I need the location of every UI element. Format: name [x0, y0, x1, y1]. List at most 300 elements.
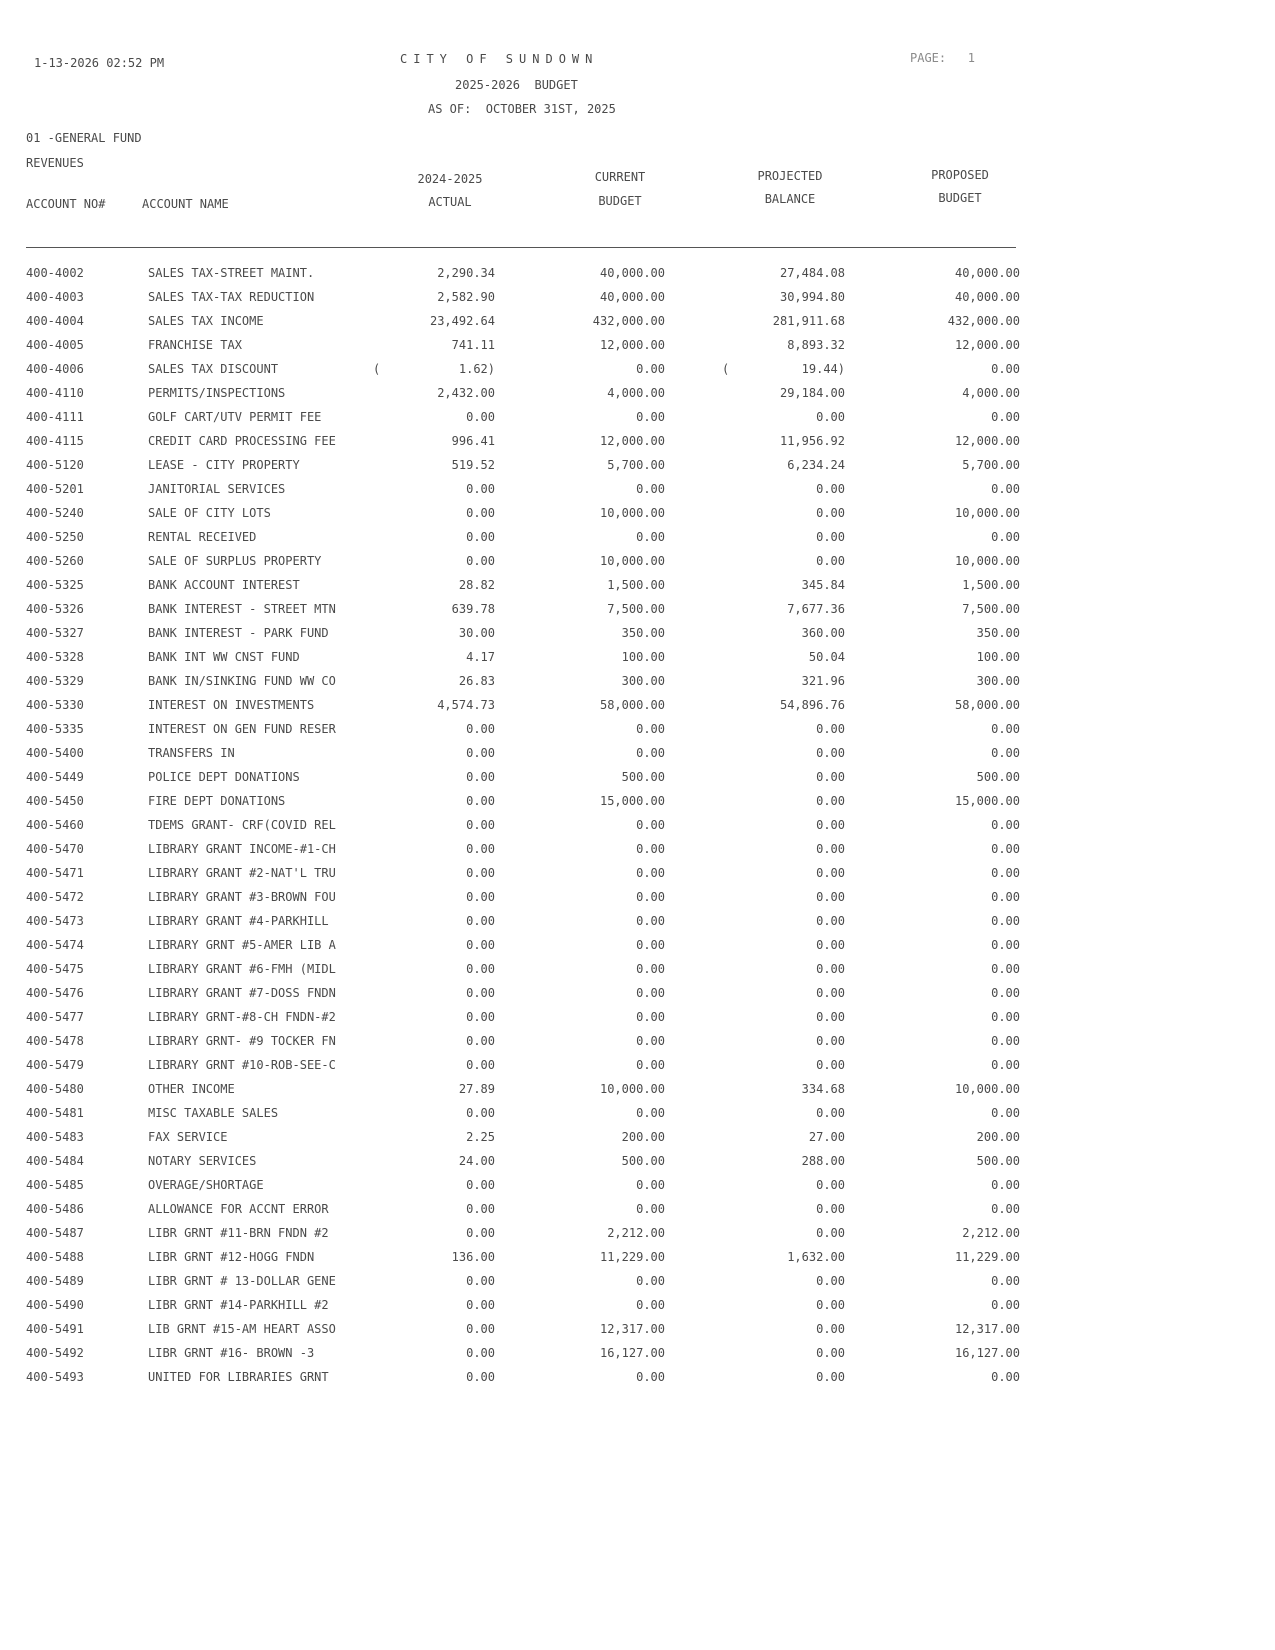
current-budget-value: 58,000.00 — [599, 698, 665, 712]
actual-value: 0.00 — [466, 554, 495, 568]
table-row — [0, 1202, 1275, 1226]
actual-value: 0.00 — [466, 1058, 495, 1072]
table-row — [0, 578, 1275, 602]
account-no: 400-5325 — [26, 578, 84, 592]
account-name: BANK INTEREST - PARK FUND — [148, 626, 329, 640]
projected-balance-value: 29,184.00 — [779, 386, 845, 400]
projected-balance-value: 27.00 — [808, 1130, 845, 1144]
projected-balance-value: 27,484.08 — [779, 266, 845, 280]
table-row — [0, 434, 1275, 458]
account-no: 400-5477 — [26, 1010, 84, 1024]
projected-balance-value: 0.00 — [816, 746, 845, 760]
projected-balance-value: 360.00 — [801, 626, 845, 640]
current-budget-value: 0.00 — [636, 362, 665, 376]
account-no: 400-5120 — [26, 458, 84, 472]
table-row — [0, 818, 1275, 842]
projected-balance-value: 19.44) — [801, 362, 845, 376]
current-budget-value: 0.00 — [636, 1010, 665, 1024]
account-name: RENTAL RECEIVED — [148, 530, 257, 544]
account-name: LIBRARY GRNT- #9 TOCKER FN — [148, 1034, 336, 1048]
actual-value: 0.00 — [466, 962, 495, 976]
proposed-budget-value: 0.00 — [991, 1298, 1020, 1312]
table-row — [0, 794, 1275, 818]
account-name: TDEMS GRANT- CRF(COVID REL — [148, 818, 336, 832]
account-name: LIBR GRNT #16- BROWN -3 — [148, 1346, 315, 1360]
table-row — [0, 1034, 1275, 1058]
col-projected-balance: BALANCE — [764, 192, 816, 206]
current-budget-value: 0.00 — [636, 746, 665, 760]
actual-value: 0.00 — [466, 746, 495, 760]
current-budget-value: 0.00 — [636, 410, 665, 424]
projected-balance-value: 54,896.76 — [779, 698, 845, 712]
account-no: 400-5327 — [26, 626, 84, 640]
account-name: LIBRARY GRNT-#8-CH FNDN-#2 — [148, 1010, 336, 1024]
account-name: ALLOWANCE FOR ACCNT ERROR — [148, 1202, 329, 1216]
account-name: LIBRARY GRANT #7-DOSS FNDN — [148, 986, 336, 1000]
current-budget-value: 0.00 — [636, 890, 665, 904]
current-budget-value: 0.00 — [636, 530, 665, 544]
table-row — [0, 482, 1275, 506]
projected-balance-value: 0.00 — [816, 1274, 845, 1288]
table-row — [0, 914, 1275, 938]
actual-value: 0.00 — [466, 506, 495, 520]
account-name: SALES TAX DISCOUNT — [148, 362, 279, 376]
current-budget-value: 15,000.00 — [599, 794, 665, 808]
projected-balance-value: 288.00 — [801, 1154, 845, 1168]
proposed-budget-value: 5,700.00 — [962, 458, 1020, 472]
table-row — [0, 266, 1275, 290]
proposed-budget-value: 12,000.00 — [954, 338, 1020, 352]
actual-value: 0.00 — [466, 914, 495, 928]
current-budget-value: 0.00 — [636, 962, 665, 976]
account-no: 400-5481 — [26, 1106, 84, 1120]
actual-value: 26.83 — [458, 674, 495, 688]
account-no: 400-5470 — [26, 842, 84, 856]
proposed-budget-value: 500.00 — [976, 770, 1020, 784]
negative-open-paren: ( — [373, 362, 381, 376]
projected-balance-value: 0.00 — [816, 842, 845, 856]
proposed-budget-value: 0.00 — [991, 1034, 1020, 1048]
actual-value: 1.62) — [458, 362, 495, 376]
as-of-date: AS OF: OCTOBER 31ST, 2025 — [428, 102, 616, 116]
current-budget-value: 0.00 — [636, 866, 665, 880]
current-budget-value: 0.00 — [636, 986, 665, 1000]
page-number: PAGE: 1 — [910, 51, 976, 65]
proposed-budget-value: 40,000.00 — [954, 266, 1020, 280]
actual-value: 0.00 — [466, 530, 495, 544]
account-name: LIBRARY GRANT #4-PARKHILL — [148, 914, 329, 928]
current-budget-value: 12,000.00 — [599, 338, 665, 352]
account-name: SALES TAX-TAX REDUCTION — [148, 290, 315, 304]
account-no: 400-4110 — [26, 386, 84, 400]
account-name: LIBRARY GRANT #6-FMH (MIDL — [148, 962, 336, 976]
account-no: 400-5486 — [26, 1202, 84, 1216]
projected-balance-value: 0.00 — [816, 410, 845, 424]
current-budget-value: 0.00 — [636, 1178, 665, 1192]
current-budget-value: 0.00 — [636, 1058, 665, 1072]
table-row — [0, 1082, 1275, 1106]
table-row — [0, 338, 1275, 362]
account-no: 400-5480 — [26, 1082, 84, 1096]
col-actual-year: 2024-2025 — [417, 172, 483, 186]
current-budget-value: 4,000.00 — [607, 386, 665, 400]
account-name: LIBR GRNT # 13-DOLLAR GENE — [148, 1274, 336, 1288]
proposed-budget-value: 0.00 — [991, 842, 1020, 856]
current-budget-value: 11,229.00 — [599, 1250, 665, 1264]
account-name: NOTARY SERVICES — [148, 1154, 257, 1168]
account-no: 400-5326 — [26, 602, 84, 616]
account-no: 400-5476 — [26, 986, 84, 1000]
account-name: SALE OF CITY LOTS — [148, 506, 271, 520]
account-no: 400-5260 — [26, 554, 84, 568]
projected-balance-value: 0.00 — [816, 506, 845, 520]
account-name: OTHER INCOME — [148, 1082, 235, 1096]
actual-value: 4.17 — [466, 650, 495, 664]
projected-balance-value: 0.00 — [816, 1178, 845, 1192]
account-name: LIBRARY GRNT #5-AMER LIB A — [148, 938, 336, 952]
proposed-budget-value: 11,229.00 — [954, 1250, 1020, 1264]
col-account-name: ACCOUNT NAME — [142, 197, 229, 211]
actual-value: 0.00 — [466, 482, 495, 496]
print-date: 1-13-2026 02:52 PM — [34, 56, 165, 70]
proposed-budget-value: 0.00 — [991, 1274, 1020, 1288]
proposed-budget-value: 200.00 — [976, 1130, 1020, 1144]
account-no: 400-5250 — [26, 530, 84, 544]
account-no: 400-4004 — [26, 314, 84, 328]
projected-balance-value: 30,994.80 — [779, 290, 845, 304]
actual-value: 2,290.34 — [437, 266, 495, 280]
table-row — [0, 602, 1275, 626]
projected-balance-value: 0.00 — [816, 1226, 845, 1240]
table-row — [0, 386, 1275, 410]
account-name: LIBR GRNT #11-BRN FNDN #2 — [148, 1226, 329, 1240]
actual-value: 0.00 — [466, 842, 495, 856]
current-budget-value: 10,000.00 — [599, 506, 665, 520]
projected-balance-value: 0.00 — [816, 1298, 845, 1312]
table-row — [0, 1298, 1275, 1322]
proposed-budget-value: 432,000.00 — [947, 314, 1020, 328]
account-name: BANK IN/SINKING FUND WW CO — [148, 674, 336, 688]
account-no: 400-5473 — [26, 914, 84, 928]
current-budget-value: 7,500.00 — [607, 602, 665, 616]
table-row — [0, 770, 1275, 794]
account-no: 400-5488 — [26, 1250, 84, 1264]
proposed-budget-value: 0.00 — [991, 1106, 1020, 1120]
projected-balance-value: 0.00 — [816, 722, 845, 736]
account-no: 400-5484 — [26, 1154, 84, 1168]
budget-title: 2025-2026 BUDGET — [455, 78, 578, 92]
col-proposed-budget: BUDGET — [938, 191, 982, 205]
table-row — [0, 362, 1275, 386]
actual-value: 136.00 — [451, 1250, 495, 1264]
table-row — [0, 1154, 1275, 1178]
account-no: 400-4005 — [26, 338, 84, 352]
current-budget-value: 0.00 — [636, 914, 665, 928]
account-name: INTEREST ON GEN FUND RESER — [148, 722, 336, 736]
table-row — [0, 410, 1275, 434]
current-budget-value: 200.00 — [621, 1130, 665, 1144]
projected-balance-value: 0.00 — [816, 962, 845, 976]
proposed-budget-value: 10,000.00 — [954, 554, 1020, 568]
proposed-budget-value: 0.00 — [991, 1202, 1020, 1216]
account-name: CREDIT CARD PROCESSING FEE — [148, 434, 336, 448]
col-projected: PROJECTED — [757, 169, 823, 183]
proposed-budget-value: 58,000.00 — [954, 698, 1020, 712]
account-name: JANITORIAL SERVICES — [148, 482, 286, 496]
account-name: LIBRARY GRANT INCOME-#1-CH — [148, 842, 336, 856]
proposed-budget-value: 0.00 — [991, 818, 1020, 832]
account-no: 400-4006 — [26, 362, 84, 376]
account-no: 400-5487 — [26, 1226, 84, 1240]
proposed-budget-value: 15,000.00 — [954, 794, 1020, 808]
table-row — [0, 1106, 1275, 1130]
account-name: MISC TAXABLE SALES — [148, 1106, 279, 1120]
account-no: 400-5460 — [26, 818, 84, 832]
account-name: BANK ACCOUNT INTEREST — [148, 578, 300, 592]
current-budget-value: 500.00 — [621, 770, 665, 784]
table-row — [0, 1058, 1275, 1082]
projected-balance-value: 281,911.68 — [772, 314, 845, 328]
account-name: TRANSFERS IN — [148, 746, 235, 760]
account-name: OVERAGE/SHORTAGE — [148, 1178, 264, 1192]
proposed-budget-value: 0.00 — [991, 890, 1020, 904]
account-name: FRANCHISE TAX — [148, 338, 242, 352]
projected-balance-value: 321.96 — [801, 674, 845, 688]
table-row — [0, 866, 1275, 890]
account-name: SALES TAX-STREET MAINT. — [148, 266, 315, 280]
actual-value: 0.00 — [466, 1370, 495, 1384]
proposed-budget-value: 0.00 — [991, 866, 1020, 880]
table-row — [0, 986, 1275, 1010]
current-budget-value: 5,700.00 — [607, 458, 665, 472]
current-budget-value: 0.00 — [636, 1106, 665, 1120]
projected-balance-value: 0.00 — [816, 986, 845, 1000]
table-row — [0, 938, 1275, 962]
proposed-budget-value: 0.00 — [991, 914, 1020, 928]
table-row — [0, 842, 1275, 866]
current-budget-value: 500.00 — [621, 1154, 665, 1168]
table-row — [0, 674, 1275, 698]
projected-balance-value: 0.00 — [816, 890, 845, 904]
actual-value: 28.82 — [458, 578, 495, 592]
proposed-budget-value: 300.00 — [976, 674, 1020, 688]
table-row — [0, 290, 1275, 314]
actual-value: 741.11 — [451, 338, 495, 352]
account-no: 400-5478 — [26, 1034, 84, 1048]
account-no: 400-5240 — [26, 506, 84, 520]
proposed-budget-value: 0.00 — [991, 530, 1020, 544]
current-budget-value: 432,000.00 — [592, 314, 665, 328]
actual-value: 27.89 — [458, 1082, 495, 1096]
actual-value: 0.00 — [466, 1106, 495, 1120]
actual-value: 0.00 — [466, 1346, 495, 1360]
current-budget-value: 0.00 — [636, 1298, 665, 1312]
proposed-budget-value: 100.00 — [976, 650, 1020, 664]
table-row — [0, 962, 1275, 986]
actual-value: 0.00 — [466, 1274, 495, 1288]
account-name: POLICE DEPT DONATIONS — [148, 770, 300, 784]
current-budget-value: 0.00 — [636, 1202, 665, 1216]
table-row — [0, 1250, 1275, 1274]
current-budget-value: 40,000.00 — [599, 290, 665, 304]
table-row — [0, 1226, 1275, 1250]
account-name: GOLF CART/UTV PERMIT FEE — [148, 410, 322, 424]
current-budget-value: 0.00 — [636, 1034, 665, 1048]
account-name: LEASE - CITY PROPERTY — [148, 458, 300, 472]
account-no: 400-5400 — [26, 746, 84, 760]
actual-value: 2.25 — [466, 1130, 495, 1144]
proposed-budget-value: 0.00 — [991, 410, 1020, 424]
proposed-budget-value: 0.00 — [991, 1178, 1020, 1192]
current-budget-value: 100.00 — [621, 650, 665, 664]
proposed-budget-value: 12,317.00 — [954, 1322, 1020, 1336]
proposed-budget-value: 2,212.00 — [962, 1226, 1020, 1240]
actual-value: 23,492.64 — [429, 314, 495, 328]
account-name: UNITED FOR LIBRARIES GRNT — [148, 1370, 329, 1384]
proposed-budget-value: 1,500.00 — [962, 578, 1020, 592]
table-row — [0, 1346, 1275, 1370]
account-no: 400-5491 — [26, 1322, 84, 1336]
account-no: 400-5201 — [26, 482, 84, 496]
projected-balance-value: 11,956.92 — [779, 434, 845, 448]
actual-value: 24.00 — [458, 1154, 495, 1168]
projected-balance-value: 7,677.36 — [787, 602, 845, 616]
col-current-budget: BUDGET — [598, 194, 642, 208]
current-budget-value: 0.00 — [636, 818, 665, 832]
col-account-no: ACCOUNT NO# — [26, 197, 106, 211]
actual-value: 0.00 — [466, 866, 495, 880]
account-no: 400-5475 — [26, 962, 84, 976]
proposed-budget-value: 0.00 — [991, 1058, 1020, 1072]
proposed-budget-value: 500.00 — [976, 1154, 1020, 1168]
actual-value: 996.41 — [451, 434, 495, 448]
actual-value: 2,582.90 — [437, 290, 495, 304]
account-name: SALE OF SURPLUS PROPERTY — [148, 554, 322, 568]
account-no: 400-5330 — [26, 698, 84, 712]
account-no: 400-5479 — [26, 1058, 84, 1072]
account-no: 400-5483 — [26, 1130, 84, 1144]
actual-value: 639.78 — [451, 602, 495, 616]
projected-balance-value: 0.00 — [816, 914, 845, 928]
actual-value: 0.00 — [466, 1298, 495, 1312]
table-row — [0, 698, 1275, 722]
table-row — [0, 458, 1275, 482]
col-current: CURRENT — [594, 170, 646, 184]
proposed-budget-value: 10,000.00 — [954, 506, 1020, 520]
table-row — [0, 554, 1275, 578]
projected-balance-value: 0.00 — [816, 866, 845, 880]
account-no: 400-5490 — [26, 1298, 84, 1312]
proposed-budget-value: 12,000.00 — [954, 434, 1020, 448]
proposed-budget-value: 350.00 — [976, 626, 1020, 640]
actual-value: 0.00 — [466, 938, 495, 952]
projected-balance-value: 0.00 — [816, 938, 845, 952]
current-budget-value: 350.00 — [621, 626, 665, 640]
current-budget-value: 300.00 — [621, 674, 665, 688]
proposed-budget-value: 0.00 — [991, 1010, 1020, 1024]
current-budget-value: 0.00 — [636, 482, 665, 496]
actual-value: 30.00 — [458, 626, 495, 640]
projected-balance-value: 345.84 — [801, 578, 845, 592]
account-name: SALES TAX INCOME — [148, 314, 264, 328]
account-name: LIBR GRNT #14-PARKHILL #2 — [148, 1298, 329, 1312]
table-row — [0, 746, 1275, 770]
proposed-budget-value: 0.00 — [991, 482, 1020, 496]
proposed-budget-value: 4,000.00 — [962, 386, 1020, 400]
account-no: 400-4111 — [26, 410, 84, 424]
actual-value: 0.00 — [466, 722, 495, 736]
account-no: 400-5489 — [26, 1274, 84, 1288]
account-no: 400-5492 — [26, 1346, 84, 1360]
proposed-budget-value: 0.00 — [991, 938, 1020, 952]
account-name: BANK INTEREST - STREET MTN — [148, 602, 336, 616]
current-budget-value: 0.00 — [636, 842, 665, 856]
table-row — [0, 506, 1275, 530]
account-name: FIRE DEPT DONATIONS — [148, 794, 286, 808]
actual-value: 0.00 — [466, 890, 495, 904]
col-proposed: PROPOSED — [931, 168, 989, 182]
projected-balance-value: 0.00 — [816, 818, 845, 832]
proposed-budget-value: 0.00 — [991, 962, 1020, 976]
projected-balance-value: 0.00 — [816, 1010, 845, 1024]
current-budget-value: 2,212.00 — [607, 1226, 665, 1240]
account-no: 400-4003 — [26, 290, 84, 304]
header-divider — [26, 247, 1016, 248]
actual-value: 0.00 — [466, 794, 495, 808]
actual-value: 0.00 — [466, 1034, 495, 1048]
projected-balance-value: 0.00 — [816, 1322, 845, 1336]
current-budget-value: 10,000.00 — [599, 1082, 665, 1096]
projected-balance-value: 8,893.32 — [787, 338, 845, 352]
projected-balance-value: 0.00 — [816, 530, 845, 544]
actual-value: 0.00 — [466, 410, 495, 424]
account-name: LIB GRNT #15-AM HEART ASSO — [148, 1322, 336, 1336]
projected-balance-value: 0.00 — [816, 1370, 845, 1384]
account-name: LIBR GRNT #12-HOGG FNDN — [148, 1250, 315, 1264]
current-budget-value: 16,127.00 — [599, 1346, 665, 1360]
account-no: 400-5450 — [26, 794, 84, 808]
actual-value: 0.00 — [466, 770, 495, 784]
projected-balance-value: 50.04 — [808, 650, 845, 664]
current-budget-value: 0.00 — [636, 938, 665, 952]
current-budget-value: 1,500.00 — [607, 578, 665, 592]
table-row — [0, 1274, 1275, 1298]
actual-value: 0.00 — [466, 818, 495, 832]
projected-balance-value: 0.00 — [816, 1058, 845, 1072]
account-name: BANK INT WW CNST FUND — [148, 650, 300, 664]
current-budget-value: 12,317.00 — [599, 1322, 665, 1336]
table-row — [0, 722, 1275, 746]
proposed-budget-value: 7,500.00 — [962, 602, 1020, 616]
current-budget-value: 0.00 — [636, 1274, 665, 1288]
actual-value: 4,574.73 — [437, 698, 495, 712]
actual-value: 0.00 — [466, 986, 495, 1000]
col-actual: ACTUAL — [428, 195, 472, 209]
proposed-budget-value: 16,127.00 — [954, 1346, 1020, 1360]
account-name: LIBRARY GRANT #2-NAT'L TRU — [148, 866, 336, 880]
account-no: 400-5449 — [26, 770, 84, 784]
current-budget-value: 0.00 — [636, 1370, 665, 1384]
actual-value: 519.52 — [451, 458, 495, 472]
projected-balance-value: 334.68 — [801, 1082, 845, 1096]
proposed-budget-value: 40,000.00 — [954, 290, 1020, 304]
proposed-budget-value: 0.00 — [991, 746, 1020, 760]
table-row — [0, 530, 1275, 554]
account-no: 400-5335 — [26, 722, 84, 736]
actual-value: 2,432.00 — [437, 386, 495, 400]
projected-balance-value: 0.00 — [816, 1346, 845, 1360]
account-no: 400-5493 — [26, 1370, 84, 1384]
